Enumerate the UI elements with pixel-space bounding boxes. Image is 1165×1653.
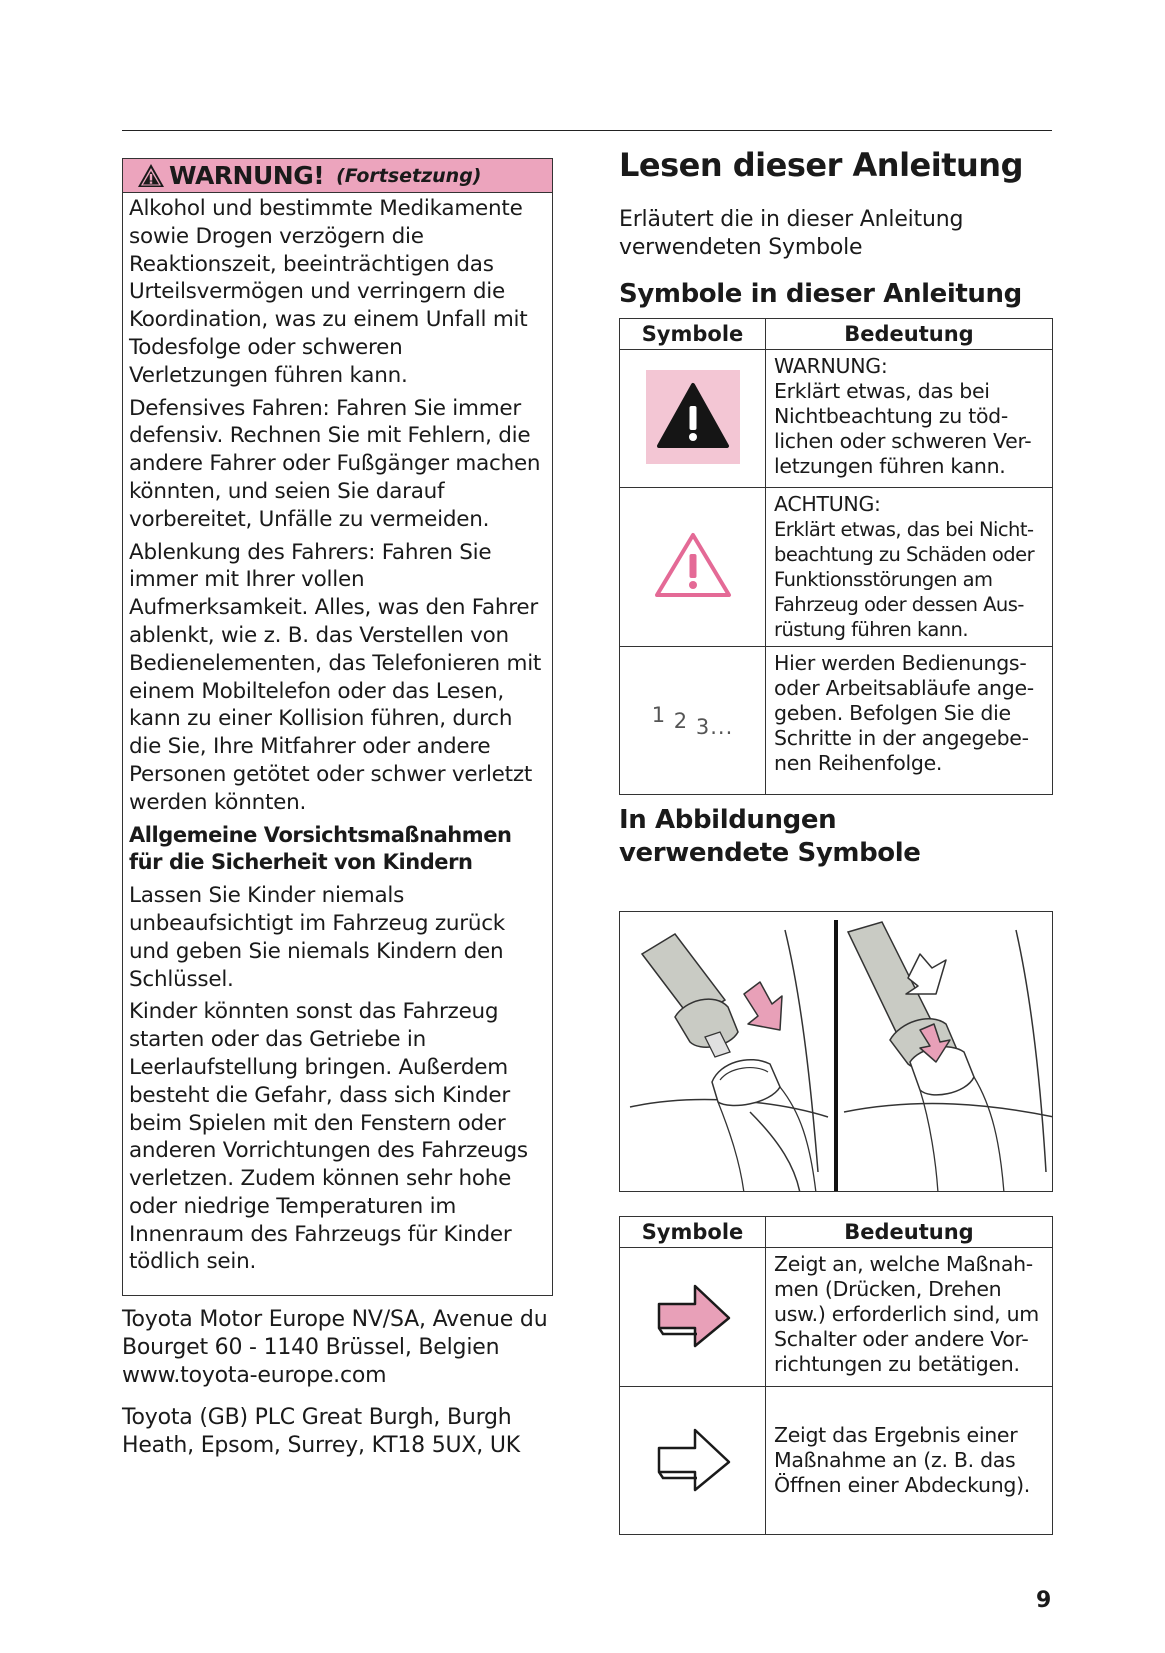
caution-description: Erklärt etwas, das bei Nicht-beachtung zu Schäden oder Funktionsstörungen am Fahrzeug oder dessen Aus-rüstung führen kann. (774, 518, 1035, 641)
page-number: 9 (1036, 1588, 1052, 1613)
step-number-2: 2 (673, 708, 689, 733)
icon-cell (620, 1248, 766, 1387)
table-row (620, 647, 1053, 795)
icon-cell (620, 1387, 766, 1535)
illustration-symbols-table (619, 1216, 1053, 1535)
white-arrow-icon (653, 1424, 733, 1494)
address-europe: Toyota Motor Europe NV/SA, Avenue du Bourget 60 - 1140 Brüssel, Belgien www.toyota-europe.com (122, 1307, 548, 1388)
warning-body (123, 193, 552, 1276)
warning-triangle-icon (137, 163, 165, 188)
seatbelt-illustration (619, 911, 1053, 1192)
meaning-cell (766, 488, 1053, 647)
table-row (620, 488, 1053, 647)
col-meaning-header: Bedeutung (766, 1217, 1053, 1248)
table-header-row (620, 319, 1053, 350)
meaning-cell (766, 1248, 1053, 1387)
col-meaning-header: Bedeutung (766, 319, 1053, 350)
warning-triangle-filled-icon (646, 370, 740, 464)
symbols-heading: Symbole in dieser Anleitung (619, 279, 1022, 309)
seatbelt-drawing (620, 912, 1053, 1192)
symbols-table (619, 318, 1053, 795)
pink-arrow-icon (653, 1280, 733, 1350)
warning-description: Erklärt etwas, das bei Nichtbeachtung zu töd-lichen oder schweren Ver-letzungen führen kann. (774, 379, 1032, 478)
warning-title: WARNUNG! (169, 161, 325, 190)
step-number-1: 1 (651, 702, 667, 727)
table-header-row (620, 1217, 1053, 1248)
step-number-3: 3... (695, 714, 734, 739)
warning-paragraph: Alkohol und bestimmte Medikamente sowie Drogen verzögern die Reaktionszeit, beeinträchtigen das Urteilsvermögen und verringern die Koordination, was zu einem Unfall mit Todesfolge oder schweren Verletzungen führen kann. (129, 196, 528, 388)
illustration-symbols-heading: In Abbildungen verwendete Symbole (619, 805, 921, 868)
warning-paragraph: Defensives Fahren: Fahren Sie immer defensiv. Rechnen Sie mit Fehlern, die andere Fahrer oder Fußgänger machen könnten, und seien Sie darauf vorbereitet, Unfälle zu vermeiden. (129, 395, 541, 532)
pink-arrow-description: Zeigt an, welche Maßnah-men (Drücken, Drehen usw.) erforderlich sind, um Schalter oder andere Vor-richtungen zu betätigen. (774, 1252, 1039, 1376)
warning-paragraph: Lassen Sie Kinder niemals unbeaufsichtigt im Fahrzeug zurück und geben Sie niemals Kindern den Schlüssel. (129, 883, 505, 992)
meaning-cell (766, 1387, 1053, 1535)
warning-header (123, 159, 552, 193)
warning-continued: (Fortsetzung) (336, 164, 482, 187)
address-uk: Toyota (GB) PLC Great Burgh, Burgh Heath, Epsom, Surrey, KT18 5UX, UK (122, 1405, 521, 1458)
step-numbers (652, 703, 734, 739)
table-row (620, 350, 1053, 488)
table-row (620, 1387, 1053, 1535)
warning-box (122, 158, 553, 1296)
caution-triangle-outline-icon (653, 530, 733, 600)
warning-paragraph: Ablenkung des Fahrers: Fahren Sie immer mit Ihrer vollen Aufmerksamkeit. Alles, was den Fahrer ablenkt, wie z. B. das Verstellen von Bedienelementen, das Telefonieren mit einem Mobiltelefon oder das Lesen, kann zu einer Kollision führen, durch die Sie, Ihre Mitfahrer oder andere Personen getötet oder schwer verletzt werden könnten. (129, 539, 542, 815)
icon-cell (620, 488, 766, 647)
warning-paragraph: Kinder könnten sonst das Fahrzeug starten oder das Getriebe in Leerlaufstellung bringen. Außerdem besteht die Gefahr, dass sich Kinder beim Spielen mit den Fenstern oder anderen Vorrichtungen des Fahrzeugs verletzen. Zudem können sehr hohe oder niedrige Temperaturen im Innenraum des Fahrzeugs für Kinder tödlich sein. (129, 999, 528, 1275)
steps-description: Hier werden Bedienungs-oder Arbeitsabläufe ange-geben. Befolgen Sie die Schritte in der angegebe-nen Reihenfolge. (774, 651, 1034, 775)
warning-label: WARNUNG: (774, 354, 888, 378)
table-row (620, 1248, 1053, 1387)
warning-subheading: Allgemeine Vorsichtsmaßnahmen für die Sicherheit von Kindern (129, 822, 512, 875)
intro-text: Erläutert die in dieser Anleitung verwendeten Symbole (619, 207, 964, 260)
icon-cell (620, 350, 766, 488)
white-arrow-description: Zeigt das Ergebnis einer Maßnahme an (z. B. das Öffnen einer Abdeckung). (774, 1423, 1031, 1497)
caution-label: ACHTUNG: (774, 492, 881, 516)
col-symbol-header: Symbole (620, 1217, 766, 1248)
meaning-cell (766, 350, 1053, 488)
icon-cell (620, 647, 766, 795)
top-rule (122, 130, 1052, 131)
meaning-cell (766, 647, 1053, 795)
col-symbol-header: Symbole (620, 319, 766, 350)
page-title: Lesen dieser Anleitung (619, 146, 1023, 184)
